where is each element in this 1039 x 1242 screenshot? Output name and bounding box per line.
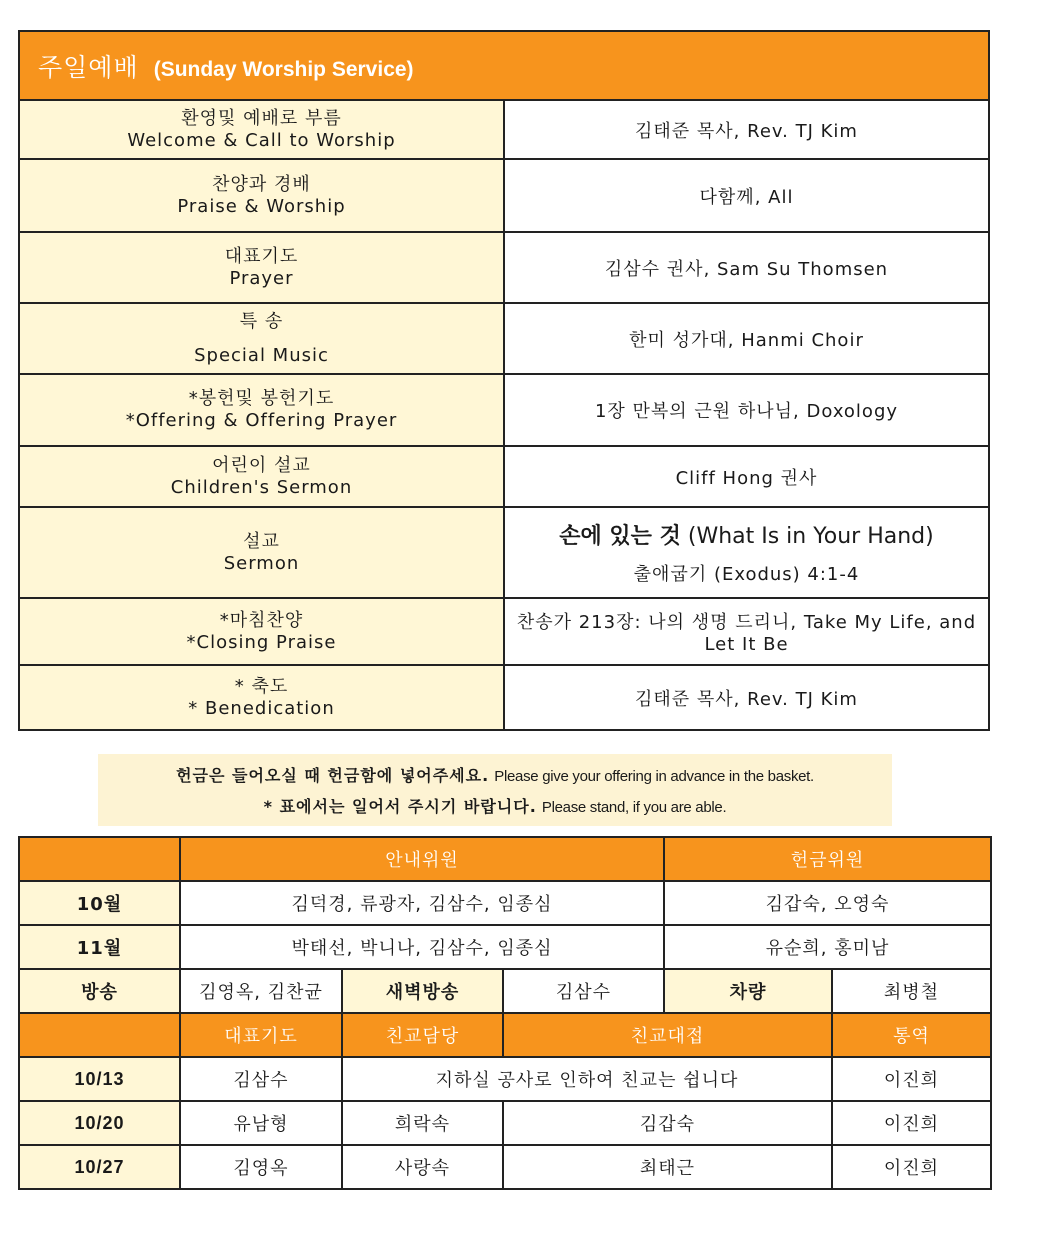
order-value: 다함께, All	[504, 159, 989, 232]
order-label	[19, 100, 504, 159]
fellowship-lead-header: 친교담당	[342, 1013, 503, 1057]
prayer-cell: 유남형	[180, 1101, 342, 1145]
label-en: Special Music	[194, 344, 329, 366]
week-row	[19, 1145, 991, 1189]
label-ko: * 축도	[234, 675, 289, 697]
broadcast-label: 방송	[19, 969, 180, 1013]
fellowship-host-header: 친교대접	[503, 1013, 832, 1057]
order-row	[19, 303, 989, 374]
translation-cell: 이진희	[832, 1145, 991, 1189]
offering-cell: 김갑숙, 오영숙	[664, 881, 991, 925]
week-row	[19, 1057, 991, 1101]
label-en: Welcome & Call to Worship	[127, 129, 396, 151]
translation-header: 통역	[832, 1013, 991, 1057]
fellowship-host-cell: 김갑숙	[503, 1101, 832, 1145]
sermon-value	[504, 507, 989, 598]
label-en: Sermon	[223, 552, 300, 574]
broadcast-value: 김영옥, 김찬균	[180, 969, 342, 1013]
sermon-title-en: (What Is in Your Hand)	[687, 524, 934, 549]
label-en: *Closing Praise	[186, 631, 337, 653]
order-label	[19, 507, 504, 598]
order-label	[19, 598, 504, 665]
fellowship-lead-cell: 희락속	[342, 1101, 503, 1145]
sermon-scripture: 출애굽기 (Exodus) 4:1-4	[633, 564, 860, 585]
order-value: 1장 만복의 근원 하나님, Doxology	[504, 374, 989, 446]
sermon-title	[505, 519, 988, 550]
order-row	[19, 598, 989, 665]
label-ko: 어린이 설교	[212, 454, 311, 476]
dawn-broadcast-value: 김삼수	[503, 969, 664, 1013]
month-label: 10월	[19, 881, 180, 925]
offering-header: 헌금위원	[664, 837, 991, 881]
translation-cell: 이진희	[832, 1057, 991, 1101]
week-date: 10/27	[19, 1145, 180, 1189]
roster-header-row	[19, 1013, 991, 1057]
order-row	[19, 374, 989, 446]
order-label	[19, 446, 504, 507]
order-row	[19, 159, 989, 232]
ushers-cell: 박태선, 박니나, 김삼수, 임종심	[180, 925, 664, 969]
service-title-en: (Sunday Worship Service)	[153, 57, 414, 81]
order-value: 김태준 목사, Rev. TJ Kim	[504, 665, 989, 730]
label-ko: 특 송	[239, 310, 284, 332]
label-ko: 찬양과 경배	[212, 173, 311, 195]
roster-corner	[19, 1013, 180, 1057]
label-ko: *마침찬양	[219, 609, 304, 631]
worship-order-table	[18, 30, 990, 731]
month-row	[19, 925, 991, 969]
notice-en: Please stand, if you are able.	[541, 799, 727, 816]
prayer-header: 대표기도	[180, 1013, 342, 1057]
notice-line	[98, 760, 892, 791]
translation-cell: 이진희	[832, 1101, 991, 1145]
month-label: 11월	[19, 925, 180, 969]
week-row	[19, 1101, 991, 1145]
label-en: *Offering & Offering Prayer	[125, 410, 398, 431]
label-en: Prayer	[229, 267, 294, 289]
notice-ko: * 표에서는 일어서 주시기 바랍니다.	[263, 797, 537, 816]
offering-cell: 유순희, 홍미남	[664, 925, 991, 969]
roster-header-row	[19, 837, 991, 881]
sermon-title-ko: 손에 있는 것	[559, 524, 681, 549]
service-header	[19, 31, 989, 100]
roster-corner	[19, 837, 180, 881]
label-ko: 대표기도	[224, 245, 299, 267]
fellowship-note: 지하실 공사로 인하여 친교는 쉽니다	[342, 1057, 832, 1101]
car-value: 최병철	[832, 969, 991, 1013]
notice-en: Please give your offering in advance in the basket.	[494, 768, 814, 785]
order-value: 김태준 목사, Rev. TJ Kim	[504, 100, 989, 159]
order-row	[19, 507, 989, 598]
fellowship-lead-cell: 사랑속	[342, 1145, 503, 1189]
prayer-cell: 김삼수	[180, 1057, 342, 1101]
prayer-cell: 김영옥	[180, 1145, 342, 1189]
order-row	[19, 665, 989, 730]
broadcast-row	[19, 969, 991, 1013]
service-title-ko: 주일예배	[38, 52, 139, 82]
order-row	[19, 446, 989, 507]
order-value: 한미 성가대, Hanmi Choir	[504, 303, 989, 374]
notice-ko: 헌금은 들어오실 때 헌금함에 넣어주세요.	[176, 766, 490, 785]
week-date: 10/20	[19, 1101, 180, 1145]
notice-line	[98, 791, 892, 822]
order-value: Cliff Hong 권사	[504, 446, 989, 507]
order-value: 김삼수 권사, Sam Su Thomsen	[504, 232, 989, 303]
order-label	[19, 159, 504, 232]
order-row	[19, 100, 989, 159]
label-en: Children's Sermon	[170, 476, 353, 498]
order-label	[19, 374, 504, 446]
offering-notice	[98, 754, 892, 826]
dawn-broadcast-label: 새벽방송	[342, 969, 503, 1013]
order-label	[19, 232, 504, 303]
label-ko: *봉헌및 봉헌기도	[188, 388, 335, 409]
month-row	[19, 881, 991, 925]
car-label: 차량	[664, 969, 832, 1013]
ushers-header: 안내위원	[180, 837, 664, 881]
order-row	[19, 232, 989, 303]
duty-roster-table	[18, 836, 992, 1190]
label-ko: 설교	[243, 530, 280, 552]
order-label	[19, 303, 504, 374]
order-label	[19, 665, 504, 730]
week-date: 10/13	[19, 1057, 180, 1101]
order-value: 찬송가 213장: 나의 생명 드리니, Take My Life, and Let It Be	[504, 598, 989, 665]
label-en: Praise & Worship	[177, 195, 346, 217]
fellowship-host-cell: 최태근	[503, 1145, 832, 1189]
label-en: * Benedication	[188, 697, 335, 719]
label-ko: 환영및 예배로 부름	[181, 107, 342, 129]
ushers-cell: 김덕경, 류광자, 김삼수, 임종심	[180, 881, 664, 925]
